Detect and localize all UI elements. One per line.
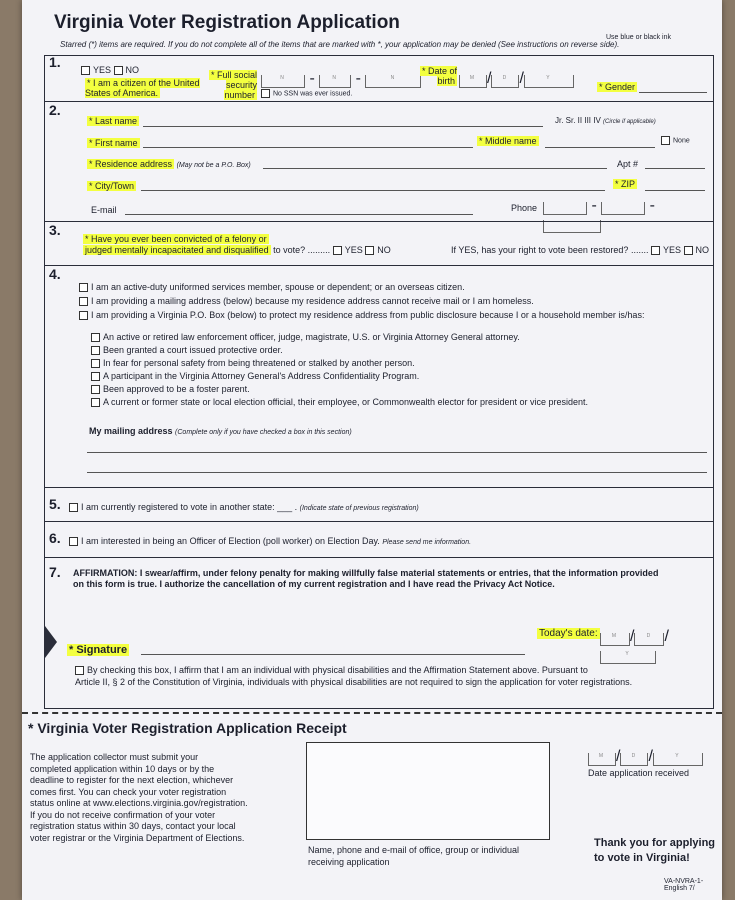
- none-label: None: [673, 137, 690, 145]
- first-name-line[interactable]: [143, 147, 473, 148]
- section-number: 2.: [49, 102, 61, 118]
- apt-line[interactable]: [645, 168, 705, 169]
- section-3: [44, 221, 714, 266]
- tear-line: [22, 712, 722, 714]
- residence-line[interactable]: [263, 168, 607, 169]
- starred-note: Starred (*) items are required. If you do not complete all of the items that are marked with *, your application may be denied (See instructions on reverse side).: [60, 40, 620, 49]
- apt-label: Apt #: [617, 159, 639, 169]
- section-4-item[interactable]: I am an active-duty uniformed services member, spouse or dependent; or an overseas citizen.: [79, 282, 465, 292]
- affirmation: AFFIRMATION: I swear/affirm, under felony penalty for making willfully false material statements or entries, that the information provided on this form is true. I authorize the cancellation of my current registration and I have read the Privacy Act Notice.: [73, 568, 659, 589]
- ssn-field[interactable]: N - N - N: [261, 70, 421, 88]
- gender-label: * Gender: [599, 82, 636, 92]
- section-4-item[interactable]: I am providing a Virginia P.O. Box (below) to protect my residence address from public disclosure because I or a household member is/has:: [79, 310, 644, 320]
- dob-field[interactable]: M / D / Y: [459, 70, 574, 88]
- section-4: [44, 265, 714, 488]
- ink-note: Use blue or black ink: [606, 34, 671, 41]
- last-name-label: * Last name: [89, 116, 138, 126]
- zip-label: * ZIP: [615, 179, 636, 189]
- collector-caption: Name, phone and e-mail of office, group or individual receiving application: [308, 845, 519, 867]
- mailing-line-1[interactable]: [87, 452, 707, 453]
- thank-you: Thank you for applying to vote in Virginia!: [594, 837, 716, 864]
- phone-field[interactable]: - -: [543, 197, 713, 233]
- section-number: 4.: [49, 266, 61, 282]
- section-1: [44, 55, 714, 102]
- receipt-title: * Virginia Voter Registration Application Receipt: [28, 720, 347, 736]
- poll-worker-item[interactable]: I am interested in being an Officer of Election (poll worker) on Election Day. Please send me information.: [69, 536, 471, 546]
- email-line[interactable]: [125, 214, 473, 215]
- zip-line[interactable]: [645, 190, 705, 191]
- no-ssn-label: No SSN was ever issued.: [273, 90, 353, 98]
- todays-date-field[interactable]: M / D /Y: [600, 628, 713, 664]
- section-4-subitem[interactable]: A current or former state or local election official, their employee, or Commonwealth elector for president or vice president.: [91, 397, 588, 407]
- collector-info-box[interactable]: [306, 742, 550, 840]
- section-4-subitem[interactable]: Been approved to be a foster parent.: [91, 384, 250, 394]
- city-line[interactable]: [141, 190, 605, 191]
- section-4-subitem[interactable]: In fear for personal safety from being threatened or stalked by another person.: [91, 358, 415, 368]
- section-4-subitem[interactable]: An active or retired law enforcement officer, judge, magistrate, U.S. or Virginia Attorney General attorney.: [91, 332, 520, 342]
- yes-label: YES: [93, 65, 112, 75]
- section-number: 5.: [49, 496, 61, 512]
- felony-no-checkbox[interactable]: [365, 246, 374, 255]
- no-label: NO: [125, 65, 140, 75]
- restored-question: If YES, has your right to vote been restored? ....... YES NO: [451, 245, 709, 255]
- section-4-item[interactable]: I am providing a mailing address (below) because my residence address cannot receive mail or I am homeless.: [79, 296, 534, 306]
- suffix-options[interactable]: Jr. Sr. II III IV (Circle if applicable): [555, 116, 656, 125]
- form-id: VA-NVRA-1-English 7/: [664, 878, 704, 892]
- no-ssn-checkbox[interactable]: [261, 89, 270, 98]
- citizen-no-checkbox[interactable]: [114, 66, 123, 75]
- form-page: [22, 0, 722, 900]
- section-7: [44, 557, 714, 709]
- gender-line[interactable]: [639, 92, 707, 93]
- dob-label: * Date of birth: [421, 66, 457, 86]
- restored-no-checkbox[interactable]: [684, 246, 693, 255]
- felony-yes-checkbox[interactable]: [333, 246, 342, 255]
- date-received-field[interactable]: M / D / Y: [588, 748, 703, 766]
- signature-line[interactable]: [141, 654, 525, 655]
- signature-arrow-icon: [45, 626, 57, 658]
- section-5: [44, 487, 714, 522]
- section-number: 1.: [49, 54, 61, 70]
- restored-yes-checkbox[interactable]: [651, 246, 660, 255]
- disability-item[interactable]: By checking this box, I affirm that I am an individual with physical disabilities and the Affirmation Statement above. Pursuant to Article II, § 2 of the Constitution of Virginia, individuals with physical disabilities are not required to sign the application for voter registrations.: [75, 665, 633, 687]
- residence-label: * Residence address (May not be a P.O. Box): [89, 159, 251, 169]
- section-4-subitem[interactable]: Been granted a court issued protective order.: [91, 345, 283, 355]
- ssn-label: * Full social security number: [210, 70, 257, 100]
- no-middle-checkbox[interactable]: [661, 136, 670, 145]
- last-name-line[interactable]: [143, 126, 543, 127]
- section-6: [44, 521, 714, 558]
- middle-name-line[interactable]: [545, 147, 655, 148]
- citizen-label: * I am a citizen of the United States of America.: [85, 78, 200, 98]
- first-name-label: * First name: [89, 138, 138, 148]
- email-label: E-mail: [91, 205, 117, 215]
- form-title: Virginia Voter Registration Application: [54, 12, 400, 33]
- section-number: 6.: [49, 530, 61, 546]
- mailing-label: My mailing address (Complete only if you have checked a box in this section): [89, 426, 352, 436]
- felony-question: * Have you ever been convicted of a felony or judged mentally incapacitated and disqualified to vote? ......... YES NO: [85, 234, 391, 255]
- citizen-yes-checkbox[interactable]: [81, 66, 90, 75]
- date-received-label: Date application received: [588, 768, 690, 778]
- other-state-item[interactable]: I am currently registered to vote in another state: ___ . (Indicate state of previous registration): [69, 502, 419, 512]
- signature-label: * Signature: [69, 644, 128, 656]
- section-number: 7.: [49, 564, 61, 580]
- receipt-instructions: The application collector must submit your completed application within 10 days or by the deadline to register for the next election, whichever comes first. You can check your voter registration status online at www.elections.virginia.gov/registration. If you do not receive confirmation of your voter registration status within 30 days, contact your local voter registrar or the Virginia Department of Elections.: [30, 752, 248, 843]
- middle-name-label: * Middle name: [479, 136, 537, 146]
- section-2: [44, 101, 714, 222]
- section-4-subitem[interactable]: A participant in the Virginia Attorney General's Address Confidentiality Program.: [91, 371, 419, 381]
- mailing-line-2[interactable]: [87, 472, 707, 473]
- todays-date-label: Today's date:: [539, 628, 598, 639]
- section-number: 3.: [49, 222, 61, 238]
- city-label: * City/Town: [89, 181, 135, 191]
- phone-label: Phone: [511, 203, 538, 213]
